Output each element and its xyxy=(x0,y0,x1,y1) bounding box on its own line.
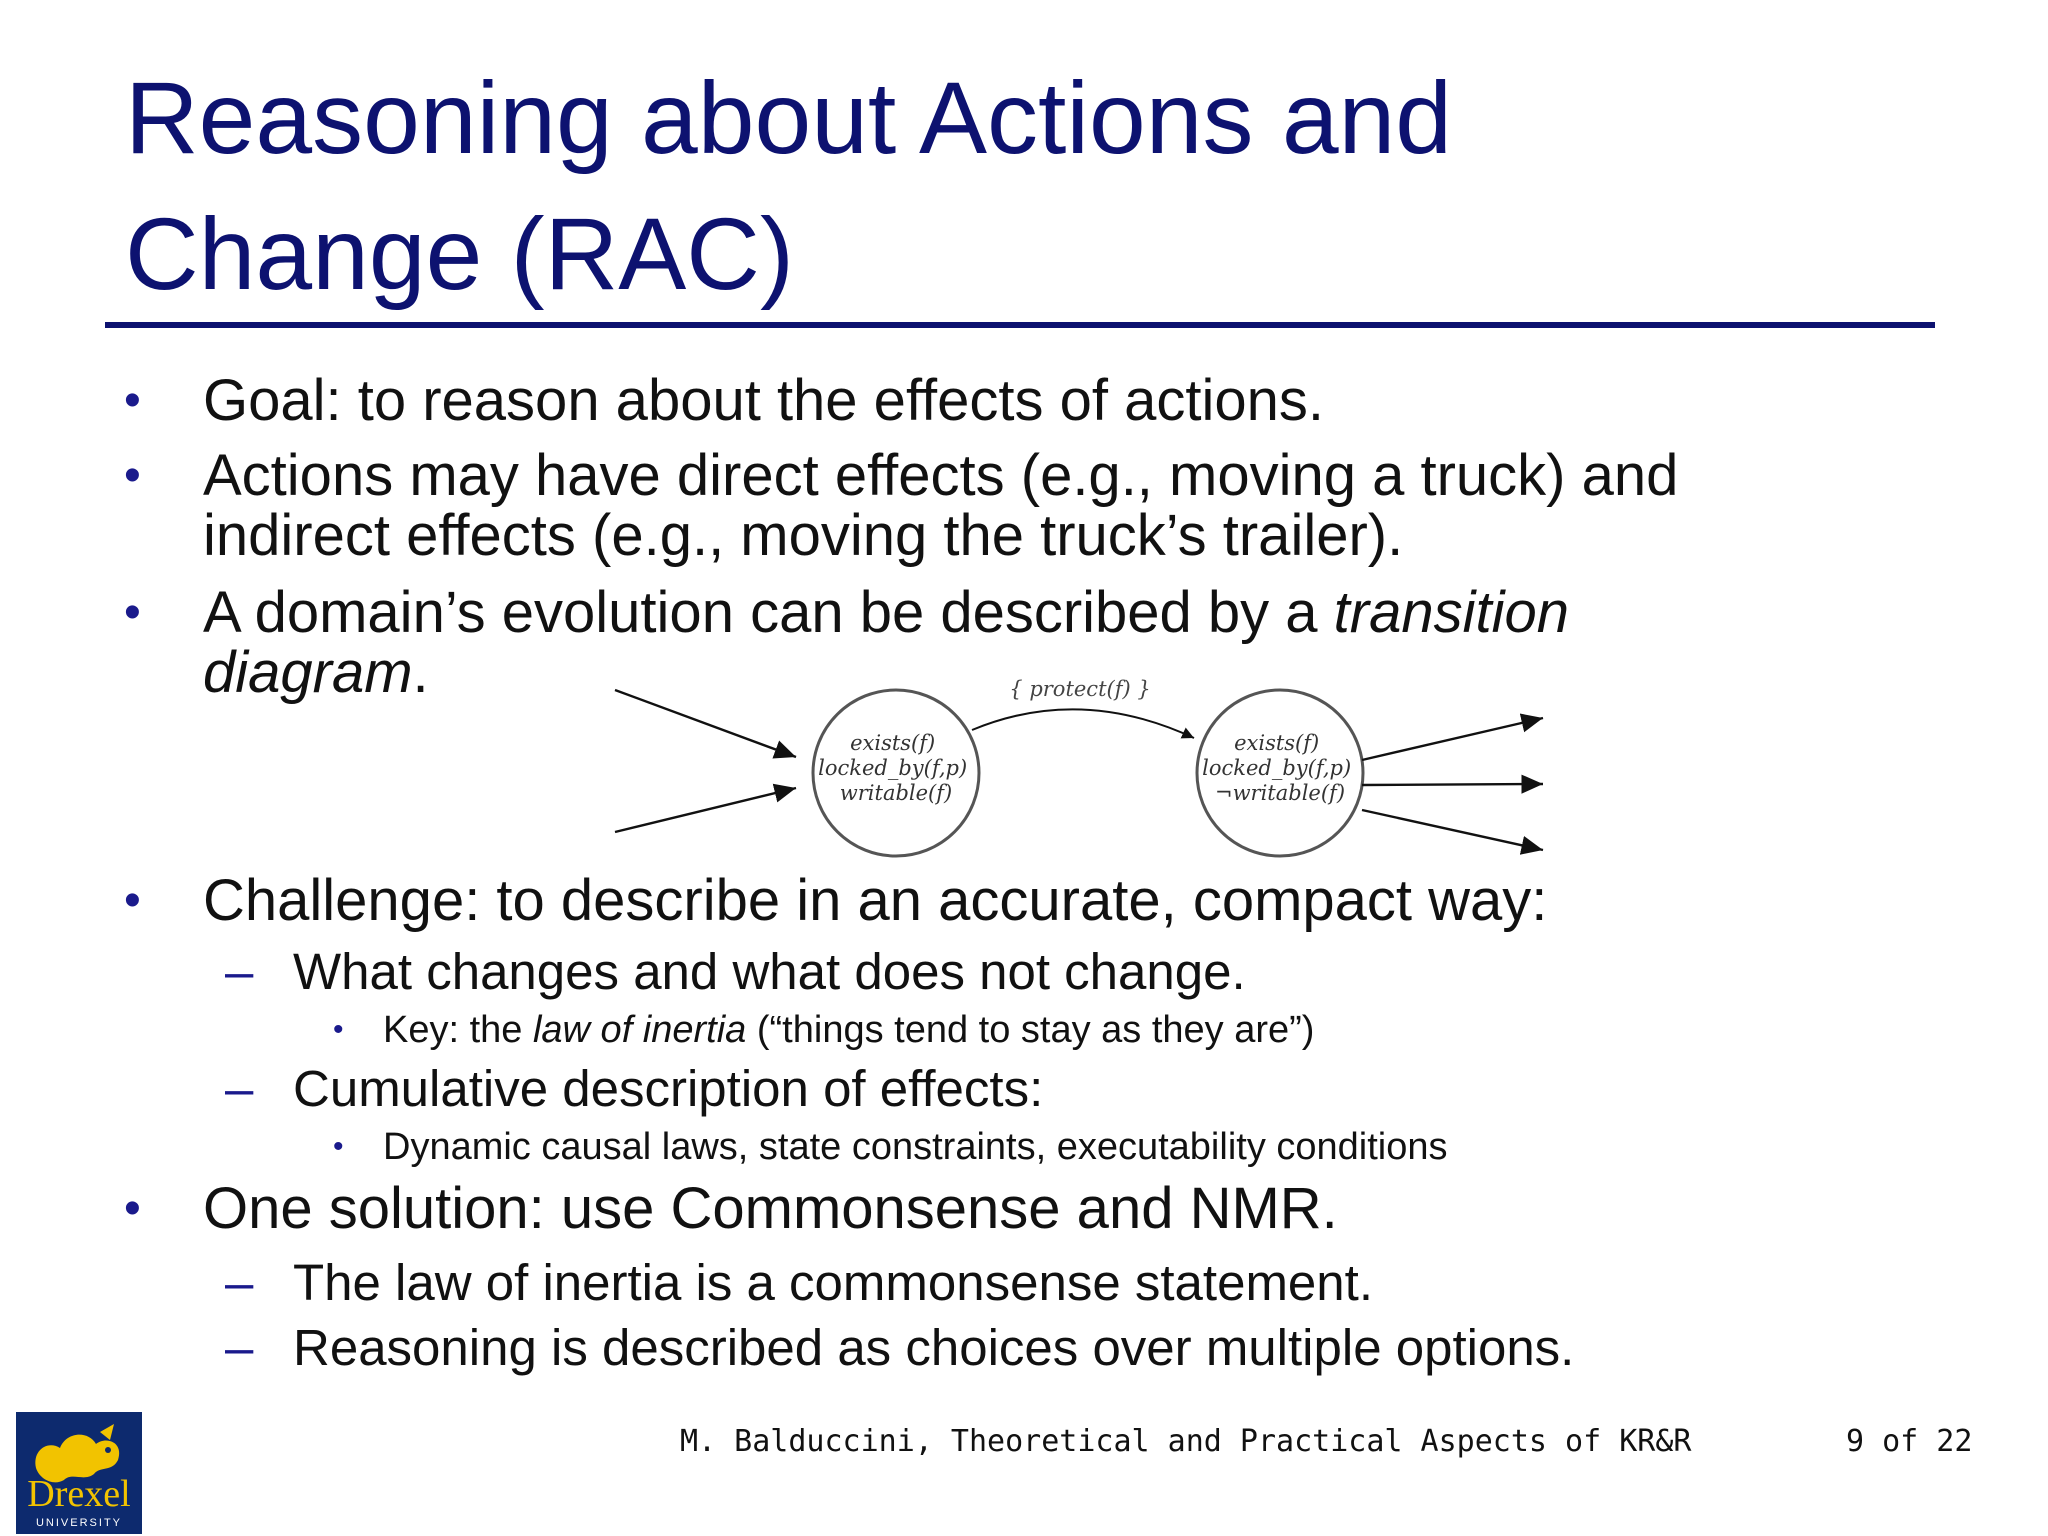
text-run: Key: the xyxy=(383,1009,533,1051)
title-line-1: Reasoning about Actions and xyxy=(125,61,1452,175)
sub-sub-bullet-causal-laws: Dynamic causal laws, state constraints, executability conditions xyxy=(383,1126,1448,1168)
incoming-arrow xyxy=(615,788,796,832)
title-divider xyxy=(105,322,1935,328)
logo-name: Drexel xyxy=(27,1473,131,1515)
text-run: A domain’s evolution can be described by a xyxy=(203,580,1334,645)
outgoing-arrow xyxy=(1362,784,1543,785)
drexel-logo xyxy=(14,1410,144,1536)
sub-bullet-marker: – xyxy=(225,1319,254,1376)
sub-bullet-marker: – xyxy=(225,1060,254,1117)
footer-citation: M. Balduccini, Theoretical and Practical Aspects of KR&R xyxy=(680,1424,1692,1459)
sub-bullet-inertia-commonsense: The law of inertia is a commonsense statement. xyxy=(293,1254,1373,1311)
sub-bullet-cumulative: Cumulative description of effects: xyxy=(293,1060,1044,1117)
outgoing-arrow xyxy=(1362,810,1543,850)
sub-bullet-what-changes: What changes and what does not change. xyxy=(293,943,1246,1000)
bullet-actions-line-2: indirect effects (e.g., moving the truck’s trailer). xyxy=(203,503,1404,568)
title-line-2: Change (RAC) xyxy=(125,197,794,311)
bullet-one-solution: One solution: use Commonsense and NMR. xyxy=(203,1176,1338,1241)
state1-fluent: locked_by(f,p) xyxy=(818,756,968,780)
sub-sub-bullet-marker: • xyxy=(333,1013,344,1046)
sub-bullet-marker: – xyxy=(225,943,254,1000)
emphasis-diagram: diagram xyxy=(203,640,413,705)
state2-fluent: ¬writable(f) xyxy=(1214,781,1346,805)
text-run: . xyxy=(412,640,429,705)
logo-subtitle: UNIVERSITY xyxy=(35,1517,123,1529)
emphasis-law-of-inertia: law of inertia xyxy=(532,1009,747,1051)
bullet-marker: • xyxy=(124,586,141,639)
bullet-domain-evolution-line-1 xyxy=(203,582,1569,644)
bullet-marker: • xyxy=(124,874,141,927)
sub-sub-bullet-law-of-inertia xyxy=(383,1007,1314,1053)
state2-fluent: locked_by(f,p) xyxy=(1202,756,1352,780)
slide-title xyxy=(125,50,1925,322)
sub-bullet-reasoning-choices: Reasoning is described as choices over multiple options. xyxy=(293,1319,1575,1376)
bullet-marker: • xyxy=(124,374,141,427)
sub-sub-bullet-marker: • xyxy=(333,1130,344,1163)
bullet-actions-line-1: Actions may have direct effects (e.g., moving a truck) and xyxy=(203,443,1679,508)
text-run: (“things tend to stay as they are”) xyxy=(746,1009,1315,1051)
page-number: 9 of 22 xyxy=(1846,1424,1973,1459)
outgoing-arrow xyxy=(1362,718,1543,760)
transition-diagram xyxy=(600,660,1560,870)
emphasis-transition: transition xyxy=(1333,580,1570,645)
state1-fluent: writable(f) xyxy=(839,781,953,805)
bullet-challenge: Challenge: to describe in an accurate, compact way: xyxy=(203,868,1548,933)
bullet-goal: Goal: to reason about the effects of actions. xyxy=(203,368,1324,433)
bullet-marker: • xyxy=(124,449,141,502)
incoming-arrow xyxy=(615,690,796,757)
sub-bullet-marker: – xyxy=(225,1254,254,1311)
transition-arrow xyxy=(972,709,1194,738)
transition-label: { protect(f) } xyxy=(1009,677,1151,701)
state2-fluent: exists(f) xyxy=(1234,731,1320,755)
state1-fluent: exists(f) xyxy=(850,731,936,755)
bullet-domain-evolution-line-2 xyxy=(203,642,429,704)
bullet-marker: • xyxy=(124,1182,141,1235)
